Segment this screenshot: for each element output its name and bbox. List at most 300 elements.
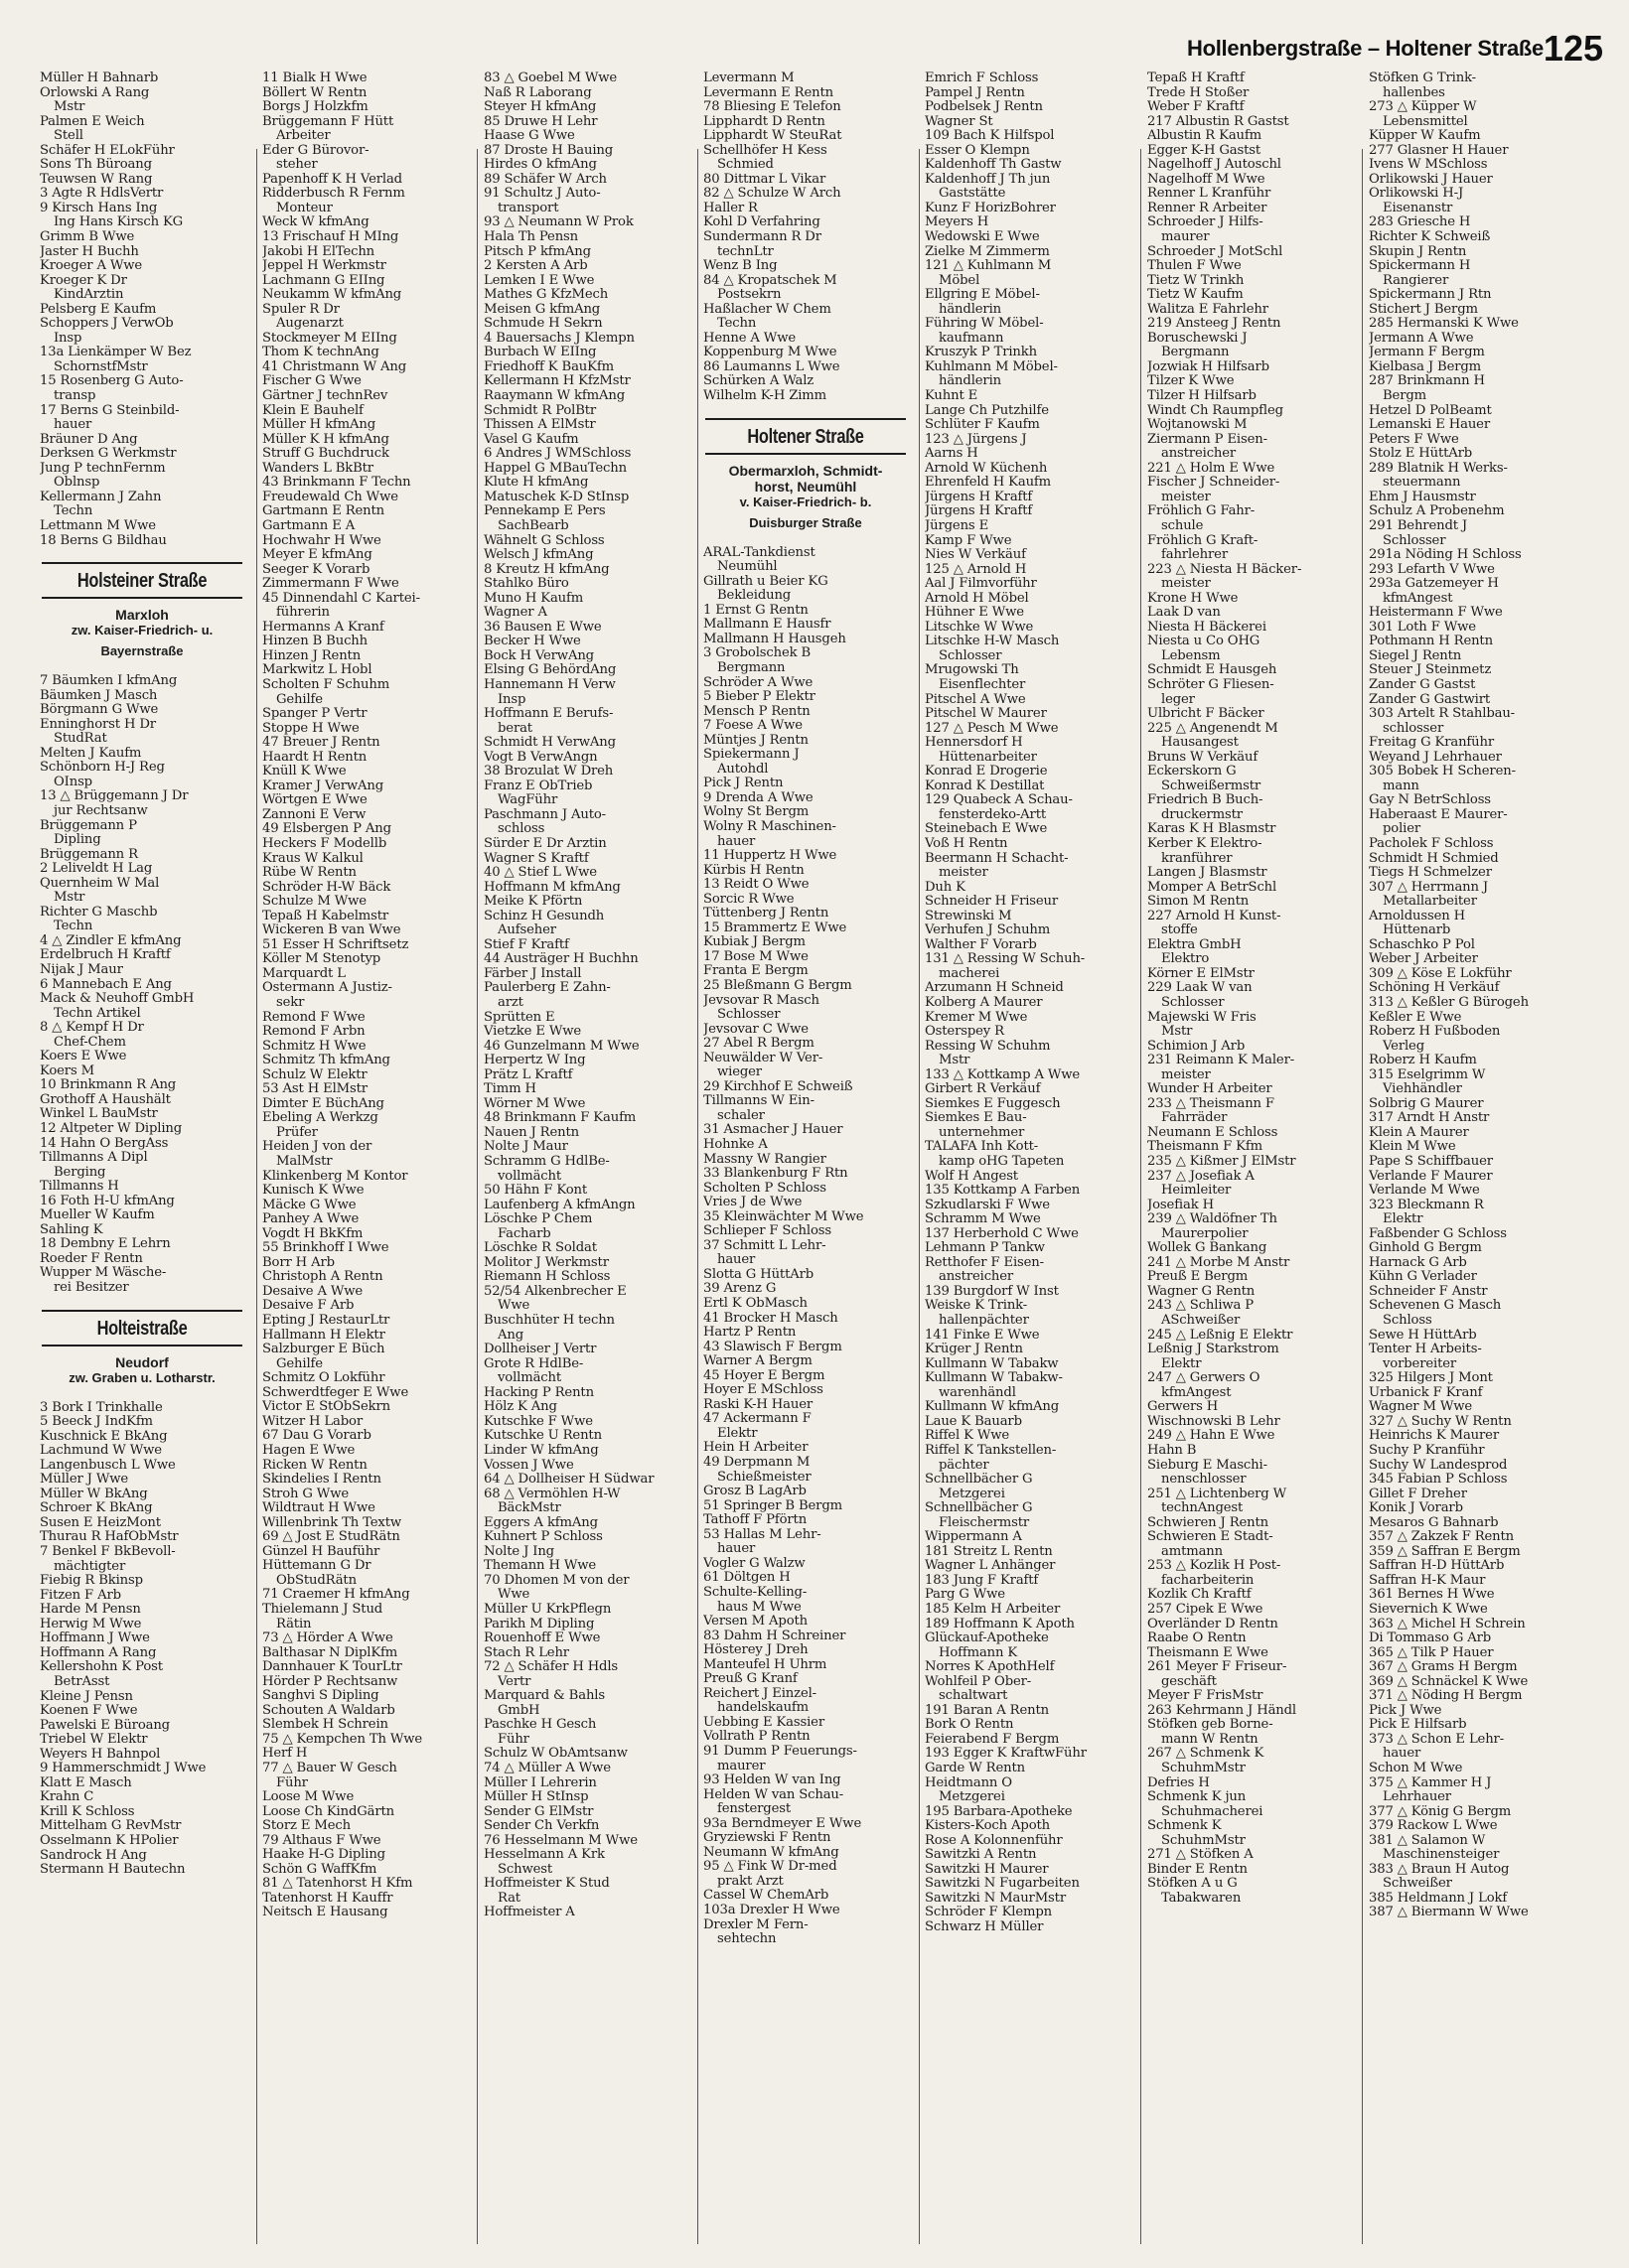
resident-entry: Sanghvi S Dipling <box>262 1689 379 1704</box>
resident-entry: Loose Ch KindGärtn <box>262 1804 394 1819</box>
resident-entry: 7 Bäumken I kfmAng <box>40 674 178 689</box>
resident-entry: kaufmann <box>939 331 1004 346</box>
resident-entry: Schellhöfer H Kess <box>703 143 827 158</box>
resident-entry: 293a Gatzemeyer H <box>1369 577 1499 592</box>
resident-entry: Hesselmann A Krk <box>484 1848 605 1863</box>
resident-entry: Pitschel A Wwe <box>925 692 1026 707</box>
resident-entry: Tillmanns W Ein- <box>703 1094 814 1109</box>
resident-entry: Karas K H Blasmstr <box>1147 822 1276 837</box>
resident-entry: 379 Rackow L Wwe <box>1369 1819 1498 1834</box>
resident-entry: Tietz W Trinkh <box>1147 273 1245 288</box>
resident-entry: Strewinski M <box>925 909 1012 923</box>
resident-entry: Raski K-H Hauer <box>703 1397 814 1412</box>
resident-entry: Schlosser <box>1161 996 1225 1010</box>
resident-entry: Hoffmann J Wwe <box>40 1631 150 1646</box>
resident-entry: Jürgens E <box>925 518 989 533</box>
resident-entry: MalMstr <box>276 1155 333 1170</box>
resident-entry: Spickermann H <box>1369 259 1471 274</box>
resident-entry: Hausangest <box>1161 736 1239 751</box>
district-name: Obermarxloh, Schmidt- <box>728 462 883 479</box>
resident-entry: Viehhändler <box>1383 1082 1462 1097</box>
resident-entry: Techn <box>54 920 93 934</box>
resident-entry: Bruns W Verkäuf <box>1147 750 1259 765</box>
resident-entry: Jürgens H Kraftf <box>925 490 1033 504</box>
resident-entry: Ehrenfeld H Kaufm <box>925 476 1051 491</box>
resident-entry: Podbelsek J Rentn <box>925 100 1043 115</box>
resident-entry: Friedhoff K BauKfm <box>484 359 614 374</box>
resident-entry: 125 △ Arnold H <box>925 562 1027 577</box>
resident-entry: unternehmer <box>939 1125 1025 1140</box>
resident-entry: Koers M <box>40 1063 94 1078</box>
resident-entry: Schmied <box>717 158 774 173</box>
page-header <box>0 18 1629 70</box>
resident-entry: Haake H-G Dipling <box>262 1848 385 1863</box>
resident-entry: Pothmann H Rentn <box>1369 635 1493 649</box>
resident-entry: 291 Behrendt J <box>1369 518 1468 533</box>
resident-entry: 51 Springer B Bergm <box>703 1498 842 1513</box>
resident-entry: Vertr <box>498 1674 531 1689</box>
resident-entry: Schön G WaffKfm <box>262 1862 377 1877</box>
resident-entry: 109 Bach K Hilfspol <box>925 129 1055 144</box>
resident-entry: Lemken I E Wwe <box>484 273 595 288</box>
resident-entry: Buschhüter H techn <box>484 1314 615 1329</box>
resident-entry: arzt <box>498 996 523 1010</box>
resident-entry: 89 Schäfer W Arch <box>484 172 607 187</box>
resident-entry: Laufenberg A kfmAngn <box>484 1198 636 1212</box>
resident-entry: Krüger J Rentn <box>925 1343 1023 1357</box>
resident-entry: Müller W BkAng <box>40 1487 148 1501</box>
resident-entry: Wickeren B van Wwe <box>262 923 401 938</box>
resident-entry: Epting J RestaurLtr <box>262 1314 390 1329</box>
resident-entry: Saffran H-D HüttArb <box>1369 1559 1505 1574</box>
resident-entry: Thom K technAng <box>262 346 379 360</box>
resident-entry: 12 Altpeter W Dipling <box>40 1122 183 1136</box>
resident-entry: 73 △ Hörder A Wwe <box>262 1631 393 1646</box>
resident-entry: Hermanns A Kranf <box>262 620 384 635</box>
resident-entry: 253 △ Kozlik H Post- <box>1147 1559 1281 1574</box>
resident-entry: Sewe H HüttArb <box>1369 1328 1477 1343</box>
resident-entry: Nolte J Ing <box>484 1544 554 1559</box>
resident-entry: Wanders L BkBtr <box>262 461 373 476</box>
resident-entry: Skindelies I Rentn <box>262 1473 381 1488</box>
resident-entry: Schneider F Anstr <box>1369 1284 1488 1299</box>
resident-entry: schaler <box>717 1108 765 1123</box>
resident-entry: Dipling <box>54 833 101 848</box>
resident-entry: Hallmann H Elektr <box>262 1328 385 1343</box>
resident-entry: Gillrath u Beier KG <box>703 574 828 589</box>
resident-entry: Bergmann <box>1161 346 1230 360</box>
resident-entry: Lettmann M Wwe <box>40 518 156 533</box>
resident-entry: 271 △ Stöfken A <box>1147 1848 1254 1863</box>
resident-entry: Uebbing E Kassier <box>703 1715 824 1730</box>
resident-entry: Loose M Wwe <box>262 1790 355 1805</box>
street-range: zw. Graben u. Lotharstr. <box>69 1369 216 1385</box>
resident-entry: Stöfken G Trink- <box>1369 71 1476 85</box>
resident-entry: Schon M Wwe <box>1369 1761 1463 1775</box>
resident-entry: 17 Berns G Steinbild- <box>40 403 180 418</box>
resident-entry: Vietzke E Wwe <box>484 1025 582 1040</box>
resident-entry: Panhey A Wwe <box>262 1212 360 1227</box>
resident-entry: Schramm G HdlBe- <box>484 1155 610 1170</box>
resident-entry: Pelsberg E Kaufm <box>40 302 157 317</box>
resident-entry: Kramer J VerwAng <box>262 779 384 793</box>
resident-entry: 141 Finke E Wwe <box>925 1328 1040 1343</box>
resident-entry: Heinrichs K Maurer <box>1369 1429 1499 1444</box>
resident-entry: 81 △ Tatenhorst H Kfm <box>262 1877 413 1892</box>
resident-entry: Führing W Möbel- <box>925 317 1044 332</box>
resident-entry: Schmenk K <box>1147 1819 1222 1834</box>
resident-entry: Küpper W Kaufm <box>1369 129 1481 144</box>
resident-entry: 267 △ Schmenk K <box>1147 1747 1264 1762</box>
resident-entry: 225 △ Angenendt M <box>1147 721 1278 736</box>
resident-entry: Schönborn H-J Reg <box>40 761 165 776</box>
resident-entry: Müller H kfmAng <box>262 418 376 433</box>
resident-entry: 345 Fabian P Schloss <box>1369 1473 1508 1488</box>
resident-entry: Retthofer F Eisen- <box>925 1255 1044 1270</box>
resident-entry: Kruszyk P Trinkh <box>925 346 1037 360</box>
resident-entry: 39 Arenz G <box>703 1282 777 1297</box>
resident-entry: Spuler R Dr <box>262 302 340 317</box>
resident-entry: mann W Rentn <box>1161 1732 1259 1747</box>
resident-entry: Kolberg A Maurer <box>925 996 1043 1010</box>
resident-entry: Meisen G kfmAng <box>484 302 601 317</box>
resident-entry: Parg G Wwe <box>925 1588 1005 1603</box>
resident-entry: Norres K ApothHelf <box>925 1660 1055 1675</box>
resident-entry: Tilzer K Wwe <box>1147 374 1235 389</box>
resident-entry: Vogler G Walzw <box>703 1556 806 1571</box>
resident-entry: Meyer F FrisMstr <box>1147 1689 1263 1704</box>
resident-entry: Remond F Arbn <box>262 1025 366 1040</box>
resident-entry: Weber F Kraftf <box>1147 100 1245 115</box>
resident-entry: Versen M Apoth <box>703 1615 808 1630</box>
resident-entry: Storz E Mech <box>262 1819 351 1834</box>
resident-entry: Schevenen G Masch <box>1369 1299 1502 1314</box>
resident-entry: Themann H Wwe <box>484 1559 597 1574</box>
resident-entry: Erdelbruch H Kraftf <box>40 948 171 963</box>
resident-entry: Metzgerei <box>939 1487 1005 1501</box>
resident-entry: 381 △ Salamon W <box>1369 1833 1486 1848</box>
resident-entry: Quernheim W Mal <box>40 876 160 891</box>
resident-entry: Hösterey J Dreh <box>703 1643 809 1658</box>
resident-entry: Vries J de Wwe <box>703 1196 803 1210</box>
resident-entry: Schmitz Th kfmAng <box>262 1054 390 1068</box>
resident-entry: 37 Schmitt L Lehr- <box>703 1238 826 1253</box>
resident-entry: Herpertz W Ing <box>484 1054 586 1068</box>
column-divider <box>919 149 920 2244</box>
resident-entry: 227 Arnold H Kunst- <box>1147 909 1281 923</box>
resident-entry: Stief F Kraftf <box>484 937 569 952</box>
resident-entry: Fleischermstr <box>939 1515 1030 1530</box>
resident-entry: Haßlacher W Chem <box>703 302 831 317</box>
resident-entry: Fahrräder <box>1161 1111 1228 1126</box>
resident-entry: Kunz F HorizBohrer <box>925 201 1056 215</box>
resident-entry: Mathes G KfzMech <box>484 288 609 303</box>
resident-entry: Ebeling A Werkzg <box>262 1111 378 1126</box>
resident-entry: Brüggemann R <box>40 847 138 862</box>
resident-entry: Sieburg E Maschi- <box>1147 1458 1267 1473</box>
resident-entry: 3 Bork I Trinkhalle <box>40 1400 163 1415</box>
resident-entry: Sender Ch Verkfn <box>484 1819 600 1834</box>
resident-entry: Reichert J Einzel- <box>703 1686 816 1701</box>
resident-entry: 17 Bose M Wwe <box>703 949 809 964</box>
resident-entry: Pick E Hilfsarb <box>1369 1718 1467 1733</box>
column-divider <box>256 149 257 2244</box>
resident-entry: Triebel W Elektr <box>40 1733 148 1748</box>
resident-entry: Matuschek K-D StInsp <box>484 490 630 504</box>
resident-entry: Fiebig R Bkinsp <box>40 1574 143 1589</box>
resident-entry: Siegel J Rentn <box>1369 648 1462 663</box>
resident-entry: Suchy W Landesprod <box>1369 1458 1508 1473</box>
resident-entry: 5 Beeck J IndKfm <box>40 1415 153 1430</box>
resident-entry: Weiske K Trink- <box>925 1299 1028 1314</box>
resident-entry: Stöfken A u G <box>1147 1877 1238 1892</box>
resident-entry: Osterspey R <box>925 1025 1004 1040</box>
resident-entry: 121 △ Kuhlmann M <box>925 259 1052 274</box>
resident-entry: Wagner L Anhänger <box>925 1559 1056 1574</box>
resident-entry: Ostermann A Justiz- <box>262 981 392 996</box>
resident-entry: facharbeiterin <box>1161 1573 1255 1588</box>
resident-entry: Führ <box>276 1775 308 1790</box>
resident-entry: 10 Brinkmann R Ang <box>40 1078 177 1093</box>
resident-entry: Verleg <box>1383 1039 1424 1054</box>
resident-entry: Schulte-Kelling- <box>703 1585 808 1600</box>
resident-entry: Steinebach E Wwe <box>925 822 1048 837</box>
resident-entry: Müller U KrkPflegn <box>484 1602 612 1617</box>
resident-entry: Tilzer H Hilfsarb <box>1147 389 1257 404</box>
resident-entry: 46 Gunzelmann M Wwe <box>484 1039 640 1054</box>
resident-entry: Stroh G Wwe <box>262 1487 349 1501</box>
resident-entry: Möbel <box>939 273 980 288</box>
column-divider <box>697 149 698 2244</box>
resident-entry: 5 Bieber P Elektr <box>703 690 815 705</box>
resident-entry: Ulbricht F Bäcker <box>1147 707 1264 722</box>
resident-entry: Krill K Schloss <box>40 1804 135 1819</box>
resident-entry: 53 Hallas M Lehr- <box>703 1527 821 1542</box>
resident-entry: 2 Kersten A Arb <box>484 259 588 274</box>
resident-entry: Jermann A Wwe <box>1369 331 1474 346</box>
resident-entry: Haase G Wwe <box>484 129 575 144</box>
resident-entry: 13 △ Brüggemann J Dr <box>40 789 189 804</box>
directory-column-5 <box>925 71 1129 2236</box>
resident-entry: Rat <box>498 1891 520 1906</box>
resident-entry: Weber J Arbeiter <box>1369 952 1478 967</box>
resident-entry: jur Rechtsanw <box>54 803 148 818</box>
resident-entry: anstreicher <box>939 1270 1014 1285</box>
resident-entry: Schlüter F Kaufm <box>925 418 1040 433</box>
resident-entry: Raaymann W kfmAng <box>484 389 625 404</box>
resident-entry: Autohdl <box>717 762 769 777</box>
resident-entry: Schroeder J Hilfs- <box>1147 215 1263 230</box>
resident-entry: 195 Barbara-Apotheke <box>925 1804 1073 1819</box>
resident-entry: Hacking P Rentn <box>484 1385 594 1400</box>
resident-entry: Wagner St <box>925 114 993 129</box>
resident-entry: Körner E ElMstr <box>1147 966 1255 981</box>
resident-entry: Schäfer H ELokFühr <box>40 143 175 158</box>
resident-entry: Helden W van Schau- <box>703 1787 844 1802</box>
resident-entry: 45 Dinnendahl C Kartei- <box>262 591 420 606</box>
resident-entry: 239 △ Waldöfner Th <box>1147 1212 1277 1227</box>
resident-entry: Vogdt H BkKfm <box>262 1226 364 1241</box>
resident-entry: Hölz K Ang <box>484 1400 557 1415</box>
resident-entry: Gartmann E A <box>262 518 356 533</box>
resident-entry: Desaive F Arb <box>262 1299 355 1314</box>
resident-entry: Klein M Wwe <box>1369 1140 1456 1155</box>
resident-entry: Grimm B Wwe <box>40 230 135 245</box>
resident-entry: Spanger P Vertr <box>262 707 368 722</box>
resident-entry: Koers E Wwe <box>40 1050 127 1064</box>
resident-entry: Harnack G Arb <box>1369 1255 1467 1270</box>
resident-entry: Lebensm <box>1161 648 1221 663</box>
resident-entry: 365 △ Tilk P Hauer <box>1369 1645 1494 1660</box>
resident-entry: ASchweißer <box>1161 1314 1241 1329</box>
resident-entry: Wildtraut H Wwe <box>262 1501 375 1516</box>
resident-entry: Klein E Bauhelf <box>262 403 364 418</box>
resident-entry: Hartz P Rentn <box>703 1326 797 1341</box>
resident-entry: Renner R Arbeiter <box>1147 201 1267 215</box>
resident-entry: 233 △ Theismann F <box>1147 1096 1274 1111</box>
resident-entry: Koenen F Wwe <box>40 1704 138 1719</box>
resident-entry: schlosser <box>1383 721 1444 736</box>
resident-entry: 8 Kreutz H kfmAng <box>484 562 610 577</box>
resident-entry: Nagelhoff J Autoschl <box>1147 158 1281 173</box>
resident-entry: Christoph A Rentn <box>262 1270 383 1285</box>
resident-entry: technAngest <box>1161 1501 1244 1516</box>
resident-entry: Schöning H Verkäuf <box>1369 981 1500 996</box>
resident-entry: Theismann E Wwe <box>1147 1645 1268 1660</box>
resident-entry: sehtechn <box>717 1932 777 1947</box>
resident-entry: Kellermann H KfzMstr <box>484 374 631 389</box>
resident-entry: Vogt B VerwAngn <box>484 750 598 765</box>
resident-entry: 68 △ Vermöhlen H-W <box>484 1487 621 1501</box>
resident-entry: Desaive A Wwe <box>262 1284 364 1299</box>
resident-entry: Riffel K Tankstellen- <box>925 1443 1057 1458</box>
resident-entry: Färber J Install <box>484 966 582 981</box>
resident-entry: Glückauf-Apotheke <box>925 1631 1049 1646</box>
resident-entry: 25 Bleßmann G Bergm <box>703 978 852 993</box>
resident-entry: WagFühr <box>498 793 558 808</box>
resident-entry: 237 △ Josefiak A <box>1147 1169 1255 1184</box>
resident-entry: Di Tommaso G Arb <box>1369 1631 1492 1646</box>
resident-entry: Vollrath P Rentn <box>703 1730 811 1745</box>
resident-entry: 241 △ Morbe M Anstr <box>1147 1255 1290 1270</box>
resident-entry: Haardt H Rentn <box>262 750 368 765</box>
resident-entry: Heckers F Modellb <box>262 836 387 851</box>
resident-entry: Eggers A kfmAng <box>484 1515 598 1530</box>
resident-entry: Neumühl <box>717 560 778 575</box>
resident-entry: 45 Hoyer E Bergm <box>703 1368 825 1383</box>
resident-entry: Gartmann E Rentn <box>262 504 384 519</box>
resident-entry: 85 Druwe H Lehr <box>484 114 598 129</box>
resident-entry: Schwieren J Rentn <box>1147 1515 1268 1530</box>
resident-entry: stoffe <box>1161 923 1198 938</box>
resident-entry: kfmAngest <box>1161 1385 1232 1400</box>
resident-entry: Schröter G Fliesen- <box>1147 677 1274 692</box>
resident-entry: hauer <box>717 1542 756 1557</box>
resident-entry: Wagner A <box>484 606 547 621</box>
resident-entry: Krahn C <box>40 1790 94 1805</box>
resident-entry: 135 Kottkamp A Farben <box>925 1184 1081 1199</box>
resident-entry: Mittelham G RevMstr <box>40 1819 182 1834</box>
resident-entry: Tathoff F Pförtn <box>703 1513 808 1528</box>
resident-entry: Kerber K Elektro- <box>1147 836 1262 851</box>
resident-entry: Schmude H Sekrn <box>484 317 603 332</box>
resident-entry: Jevsovar C Wwe <box>703 1022 809 1037</box>
resident-entry: 223 △ Niesta H Bäcker- <box>1147 562 1302 577</box>
resident-entry: Friedrich B Buch- <box>1147 793 1263 808</box>
street-name: Holsteiner Straße <box>76 570 208 593</box>
resident-entry: meister <box>1161 490 1211 504</box>
resident-entry: Hinzen B Buchh <box>262 635 368 649</box>
resident-entry: 357 △ Zakzek F Rentn <box>1369 1530 1515 1545</box>
resident-entry: Skupin J Rentn <box>1369 244 1467 259</box>
resident-entry: Pitsch P kfmAng <box>484 244 591 259</box>
resident-entry: GmbH <box>498 1703 540 1718</box>
resident-entry: Wohlfeil P Ober- <box>925 1674 1032 1689</box>
resident-entry: Thielemann J Stud <box>262 1602 383 1617</box>
resident-entry: Laak D van <box>1147 606 1221 621</box>
resident-entry: Lemanski E Hauer <box>1369 418 1490 433</box>
resident-entry: 55 Brinkhoff I Wwe <box>262 1241 389 1256</box>
resident-entry: Konik J Vorarb <box>1369 1501 1463 1516</box>
resident-entry: 1 Ernst G Rentn <box>703 603 809 618</box>
resident-entry: Hennersdorf H <box>925 736 1023 751</box>
resident-entry: Hoffmann A Rang <box>40 1645 157 1660</box>
resident-entry: Renner L Kranführ <box>1147 187 1271 202</box>
resident-entry: Schmitz O Lokführ <box>262 1371 385 1386</box>
resident-entry: Niesta H Bäckerei <box>1147 620 1266 635</box>
resident-entry: Hochwahr H Wwe <box>262 533 381 548</box>
resident-entry: Zielke M Zimmerm <box>925 244 1050 259</box>
resident-entry: Mstr <box>54 891 85 906</box>
resident-entry: 11 Huppertz H Wwe <box>703 849 837 864</box>
resident-entry: Schlosser <box>717 1008 781 1023</box>
resident-entry: Teuwsen W Rang <box>40 172 153 187</box>
resident-entry: 327 △ Suchy W Rentn <box>1369 1414 1512 1429</box>
resident-entry: Tietz W Kaufm <box>1147 288 1244 303</box>
resident-entry: Bräuner D Ang <box>40 432 138 447</box>
resident-entry: Vossen J Wwe <box>484 1458 574 1473</box>
resident-entry: Grote R HdlBe- <box>484 1356 584 1371</box>
resident-entry: Wwe <box>498 1299 530 1314</box>
resident-entry: Konrad E Drogerie <box>925 765 1048 780</box>
resident-entry: Neukamm W kfmAng <box>262 288 402 303</box>
resident-entry: Schmidt R PolBtr <box>484 403 597 418</box>
resident-entry: Walitza E Fahrlehr <box>1147 302 1268 317</box>
street-range: horst, Neumühl <box>754 478 857 495</box>
resident-entry: Theismann F Kfm <box>1147 1140 1262 1155</box>
resident-entry: Führ <box>498 1732 529 1747</box>
resident-entry: 27 Abel R Bergm <box>703 1037 814 1052</box>
resident-entry: Sawitzki N Fugarbeiten <box>925 1877 1080 1892</box>
resident-entry: Klinkenberg M Kontor <box>262 1169 408 1184</box>
resident-entry: Wörner M Wwe <box>484 1096 586 1111</box>
resident-entry: händlerin <box>939 374 1001 389</box>
resident-entry: Freudewald Ch Wwe <box>262 490 398 504</box>
resident-entry: 49 Derpmann M <box>703 1456 811 1471</box>
resident-entry: Wunder H Arbeiter <box>1147 1082 1272 1097</box>
resident-entry: Elektro <box>1161 952 1210 967</box>
resident-entry: Nolte J Maur <box>484 1140 568 1155</box>
resident-entry: Aufseher <box>498 923 556 938</box>
resident-entry: Weyand J Lehrhauer <box>1369 750 1502 765</box>
resident-entry: Voß H Rentn <box>925 836 1008 851</box>
resident-entry: Gryziewski F Rentn <box>703 1831 831 1846</box>
resident-entry: Roeder F Rentn <box>40 1251 143 1266</box>
resident-entry: 313 △ Keßler G Bürogeh <box>1369 996 1529 1010</box>
resident-entry: Lehrhauer <box>1383 1790 1451 1805</box>
resident-entry: Brüggemann F Hütt <box>262 114 394 129</box>
resident-entry: 273 △ Küpper W <box>1369 100 1477 115</box>
